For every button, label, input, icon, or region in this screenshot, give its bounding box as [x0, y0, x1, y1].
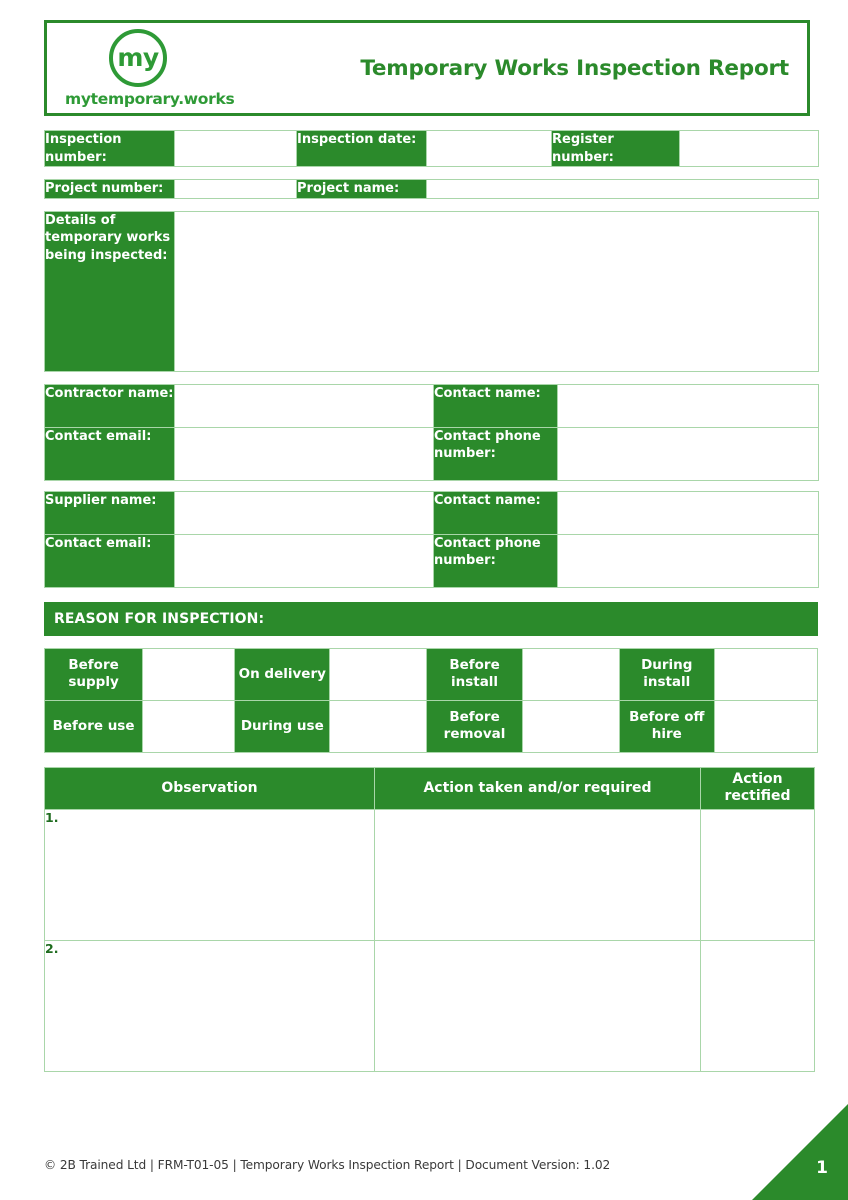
- table-row: [45, 384, 819, 427]
- supplier-contact-name-label: Contact name:: [434, 491, 558, 534]
- contractor-name-label: Contractor name:: [45, 384, 175, 427]
- project-name-input[interactable]: [427, 180, 819, 199]
- contractor-contact-name-input[interactable]: [558, 384, 819, 427]
- column-header-observation: Observation: [45, 767, 375, 809]
- reason-checkbox-during-use[interactable]: [330, 700, 427, 752]
- supplier-email-label: Contact email:: [45, 534, 175, 587]
- page-number-corner: [752, 1104, 848, 1200]
- contractor-contact-name-label: Contact name:: [434, 384, 558, 427]
- reason-for-inspection-banner: REASON FOR INSPECTION:: [44, 602, 818, 636]
- reason-label-before-install: Before install: [427, 648, 522, 700]
- brand-block: [57, 29, 257, 108]
- observation-row-1-action[interactable]: [375, 809, 701, 940]
- contractor-table: [44, 384, 819, 481]
- contractor-name-input[interactable]: [175, 384, 434, 427]
- register-number-input[interactable]: [680, 131, 819, 167]
- table-row: [45, 131, 819, 167]
- reason-checkbox-before-off-hire[interactable]: [714, 700, 817, 752]
- project-table: [44, 179, 819, 199]
- contractor-phone-input[interactable]: [558, 427, 819, 480]
- table-row: [45, 648, 818, 700]
- reason-label-before-use: Before use: [45, 700, 143, 752]
- supplier-name-input[interactable]: [175, 491, 434, 534]
- table-row: [45, 940, 815, 1071]
- reason-for-inspection-grid: [44, 648, 818, 753]
- reason-checkbox-before-use[interactable]: [143, 700, 235, 752]
- reason-checkbox-before-removal[interactable]: [522, 700, 619, 752]
- page-number: 1: [816, 1158, 828, 1178]
- corner-triangle-shape: [752, 1104, 848, 1200]
- reason-checkbox-before-install[interactable]: [522, 648, 619, 700]
- my-logo-icon: [109, 29, 167, 87]
- observation-row-2-rectified[interactable]: [701, 940, 815, 1071]
- reason-label-before-off-hire: Before off hire: [619, 700, 714, 752]
- supplier-contact-name-input[interactable]: [558, 491, 819, 534]
- table-row: [45, 211, 819, 371]
- reason-checkbox-before-supply[interactable]: [143, 648, 235, 700]
- supplier-table: [44, 491, 819, 588]
- reason-label-before-supply: Before supply: [45, 648, 143, 700]
- contractor-email-label: Contact email:: [45, 427, 175, 480]
- inspection-date-input[interactable]: [427, 131, 552, 167]
- column-header-action-taken: Action taken and/or required: [375, 767, 701, 809]
- observations-table: [44, 767, 815, 1072]
- inspection-number-label: Inspection number:: [45, 131, 175, 167]
- supplier-name-label: Supplier name:: [45, 491, 175, 534]
- inspection-identification-table: [44, 130, 819, 167]
- table-row: [45, 700, 818, 752]
- table-row: [45, 534, 819, 587]
- reason-label-during-install: During install: [619, 648, 714, 700]
- observation-row-1-number[interactable]: 1.: [45, 809, 375, 940]
- page-title: Temporary Works Inspection Report: [360, 55, 789, 81]
- logo-text: my: [117, 43, 159, 72]
- supplier-phone-input[interactable]: [558, 534, 819, 587]
- footer-text: © 2B Trained Ltd | FRM-T01-05 | Temporary Works Inspection Report | Document Version: 1.02: [44, 1158, 611, 1172]
- document-header: [44, 20, 810, 116]
- table-row: [45, 427, 819, 480]
- reason-label-during-use: During use: [235, 700, 330, 752]
- register-number-label: Register number:: [552, 131, 680, 167]
- observation-row-2-number[interactable]: 2.: [45, 940, 375, 1071]
- observation-row-2-action[interactable]: [375, 940, 701, 1071]
- table-row: [45, 809, 815, 940]
- reason-label-before-removal: Before removal: [427, 700, 522, 752]
- table-header-row: [45, 767, 815, 809]
- reason-label-on-delivery: On delivery: [235, 648, 330, 700]
- project-name-label: Project name:: [297, 180, 427, 199]
- contractor-phone-label: Contact phone number:: [434, 427, 558, 480]
- inspection-number-input[interactable]: [175, 131, 297, 167]
- details-table: [44, 211, 819, 372]
- table-row: [45, 180, 819, 199]
- table-row: [45, 491, 819, 534]
- supplier-email-input[interactable]: [175, 534, 434, 587]
- column-header-action-rectified: Action rectified: [701, 767, 815, 809]
- brand-name: mytemporary.works: [65, 89, 235, 108]
- details-label: Details of temporary works being inspected:: [45, 211, 175, 371]
- observation-row-1-rectified[interactable]: [701, 809, 815, 940]
- reason-checkbox-on-delivery[interactable]: [330, 648, 427, 700]
- supplier-phone-label: Contact phone number:: [434, 534, 558, 587]
- project-number-label: Project number:: [45, 180, 175, 199]
- inspection-date-label: Inspection date:: [297, 131, 427, 167]
- project-number-input[interactable]: [175, 180, 297, 199]
- reason-checkbox-during-install[interactable]: [714, 648, 817, 700]
- details-input[interactable]: [175, 211, 819, 371]
- contractor-email-input[interactable]: [175, 427, 434, 480]
